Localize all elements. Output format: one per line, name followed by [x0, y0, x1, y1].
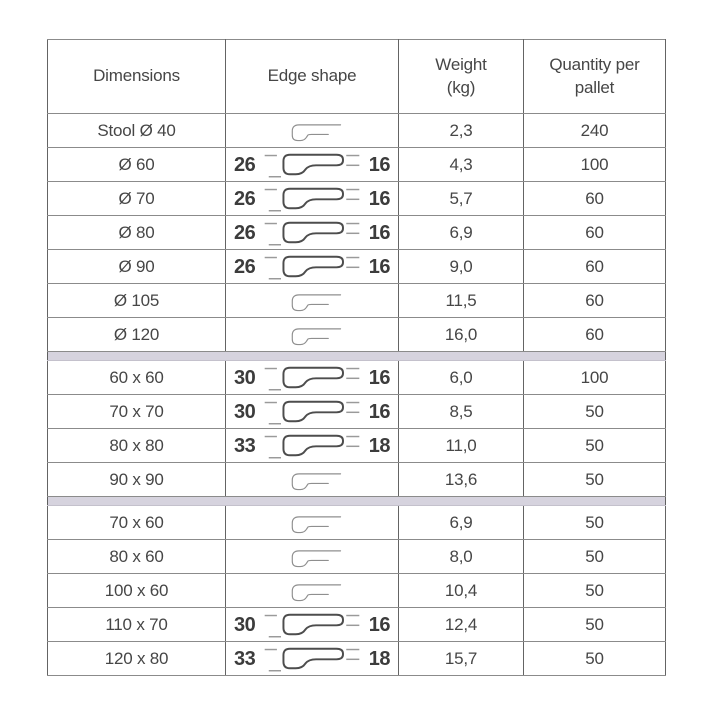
table-row [48, 284, 666, 318]
edge-shape-cell [226, 608, 399, 642]
quantity-cell: 50 [524, 463, 666, 497]
edge-shape-cell [226, 284, 399, 318]
quantity-cell: 50 [524, 608, 666, 642]
bulb-edge-profile-icon [260, 149, 364, 180]
weight-cell: 11,5 [399, 284, 524, 318]
col-header-edge-shape [226, 40, 399, 114]
edge-right-dimension: 18 [368, 434, 390, 457]
quantity-cell: 50 [524, 574, 666, 608]
table-row [48, 250, 666, 284]
header-label: Edge shape [267, 66, 357, 86]
dimensions-cell: 60 x 60 [48, 361, 226, 395]
flat-edge-profile-icon [278, 321, 346, 349]
edge-right-dimension: 16 [368, 255, 390, 278]
flat-edge-profile-icon [278, 577, 346, 605]
bulb-edge-profile-icon [260, 609, 364, 640]
weight-cell: 10,4 [399, 574, 524, 608]
weight-cell: 5,7 [399, 182, 524, 216]
weight-cell: 6,9 [399, 506, 524, 540]
weight-cell: 15,7 [399, 642, 524, 676]
dimensions-cell: Ø 120 [48, 318, 226, 352]
edge-right-dimension: 16 [368, 187, 390, 210]
edge-right-dimension: 16 [368, 153, 390, 176]
table-row [48, 182, 666, 216]
quantity-cell: 100 [524, 361, 666, 395]
col-header-quantity: Quantity per pallet [524, 40, 666, 114]
dimensions-cell: 90 x 90 [48, 463, 226, 497]
bulb-edge-profile-icon [260, 430, 364, 461]
quantity-cell: 50 [524, 395, 666, 429]
edge-shape-cell [226, 182, 399, 216]
dimensions-cell: 100 x 60 [48, 574, 226, 608]
edge-shape-cell [226, 318, 399, 352]
table-row [48, 463, 666, 497]
weight-cell: 13,6 [399, 463, 524, 497]
col-header-dimensions [48, 40, 226, 114]
header-label: Dimensions [93, 66, 180, 86]
quantity-cell: 60 [524, 318, 666, 352]
dimensions-cell: Stool Ø 40 [48, 114, 226, 148]
table-row [48, 148, 666, 182]
edge-left-dimension: 26 [234, 255, 256, 278]
edge-shape-cell [226, 216, 399, 250]
table-row [48, 429, 666, 463]
dimensions-cell: 110 x 70 [48, 608, 226, 642]
bulb-edge-profile-icon [260, 183, 364, 214]
bulb-edge-profile-icon [260, 362, 364, 393]
table-row [48, 506, 666, 540]
header-label: Quantity per [549, 55, 640, 75]
weight-cell: 6,0 [399, 361, 524, 395]
weight-cell: 11,0 [399, 429, 524, 463]
edge-shape-cell [226, 429, 399, 463]
weight-cell: 8,0 [399, 540, 524, 574]
edge-shape-cell [226, 506, 399, 540]
section-separator [48, 352, 666, 361]
edge-shape-cell [226, 395, 399, 429]
edge-left-dimension: 30 [234, 400, 256, 423]
bulb-edge-profile-icon [260, 217, 364, 248]
dimensions-cell: 70 x 60 [48, 506, 226, 540]
table-row [48, 642, 666, 676]
table-row [48, 395, 666, 429]
edge-shape-cell [226, 148, 399, 182]
quantity-cell: 60 [524, 216, 666, 250]
edge-shape-cell [226, 574, 399, 608]
section-separator [48, 497, 666, 506]
quantity-cell: 50 [524, 642, 666, 676]
flat-edge-profile-icon [278, 117, 346, 145]
dimensions-cell: 70 x 70 [48, 395, 226, 429]
table-row [48, 318, 666, 352]
quantity-cell: 50 [524, 506, 666, 540]
table-row [48, 540, 666, 574]
edge-right-dimension: 16 [368, 400, 390, 423]
table-row [48, 608, 666, 642]
edge-right-dimension: 16 [368, 613, 390, 636]
dimensions-cell: 80 x 80 [48, 429, 226, 463]
dimensions-cell: Ø 70 [48, 182, 226, 216]
edge-left-dimension: 26 [234, 153, 256, 176]
edge-shape-cell [226, 361, 399, 395]
flat-edge-profile-icon [278, 287, 346, 315]
header-label: Weight [435, 55, 487, 75]
dimensions-cell: 120 x 80 [48, 642, 226, 676]
edge-left-dimension: 33 [234, 434, 256, 457]
weight-cell: 12,4 [399, 608, 524, 642]
quantity-cell: 50 [524, 540, 666, 574]
bulb-edge-profile-icon [260, 396, 364, 427]
product-spec-table [47, 39, 666, 676]
weight-cell: 16,0 [399, 318, 524, 352]
weight-cell: 8,5 [399, 395, 524, 429]
edge-left-dimension: 30 [234, 366, 256, 389]
header-row [48, 40, 666, 114]
edge-shape-cell [226, 642, 399, 676]
dimensions-cell: Ø 90 [48, 250, 226, 284]
weight-cell: 6,9 [399, 216, 524, 250]
quantity-cell: 60 [524, 250, 666, 284]
bulb-edge-profile-icon [260, 251, 364, 282]
table-row [48, 574, 666, 608]
flat-edge-profile-icon [278, 509, 346, 537]
quantity-cell: 240 [524, 114, 666, 148]
edge-left-dimension: 33 [234, 647, 256, 670]
edge-left-dimension: 26 [234, 187, 256, 210]
flat-edge-profile-icon [278, 466, 346, 494]
weight-cell: 9,0 [399, 250, 524, 284]
dimensions-cell: 80 x 60 [48, 540, 226, 574]
dimensions-cell: Ø 80 [48, 216, 226, 250]
edge-shape-cell [226, 540, 399, 574]
weight-cell: 4,3 [399, 148, 524, 182]
edge-shape-cell [226, 463, 399, 497]
edge-right-dimension: 18 [368, 647, 390, 670]
dimensions-cell: Ø 105 [48, 284, 226, 318]
quantity-cell: 60 [524, 182, 666, 216]
edge-right-dimension: 16 [368, 366, 390, 389]
quantity-cell: 60 [524, 284, 666, 318]
edge-left-dimension: 30 [234, 613, 256, 636]
bulb-edge-profile-icon [260, 643, 364, 674]
quantity-cell: 100 [524, 148, 666, 182]
flat-edge-profile-icon [278, 543, 346, 571]
edge-shape-cell [226, 250, 399, 284]
table-row [48, 114, 666, 148]
edge-right-dimension: 16 [368, 221, 390, 244]
table-row [48, 216, 666, 250]
table-row [48, 361, 666, 395]
edge-left-dimension: 26 [234, 221, 256, 244]
edge-shape-cell [226, 114, 399, 148]
col-header-weight: Weight (kg) [399, 40, 524, 114]
weight-cell: 2,3 [399, 114, 524, 148]
dimensions-cell: Ø 60 [48, 148, 226, 182]
quantity-cell: 50 [524, 429, 666, 463]
